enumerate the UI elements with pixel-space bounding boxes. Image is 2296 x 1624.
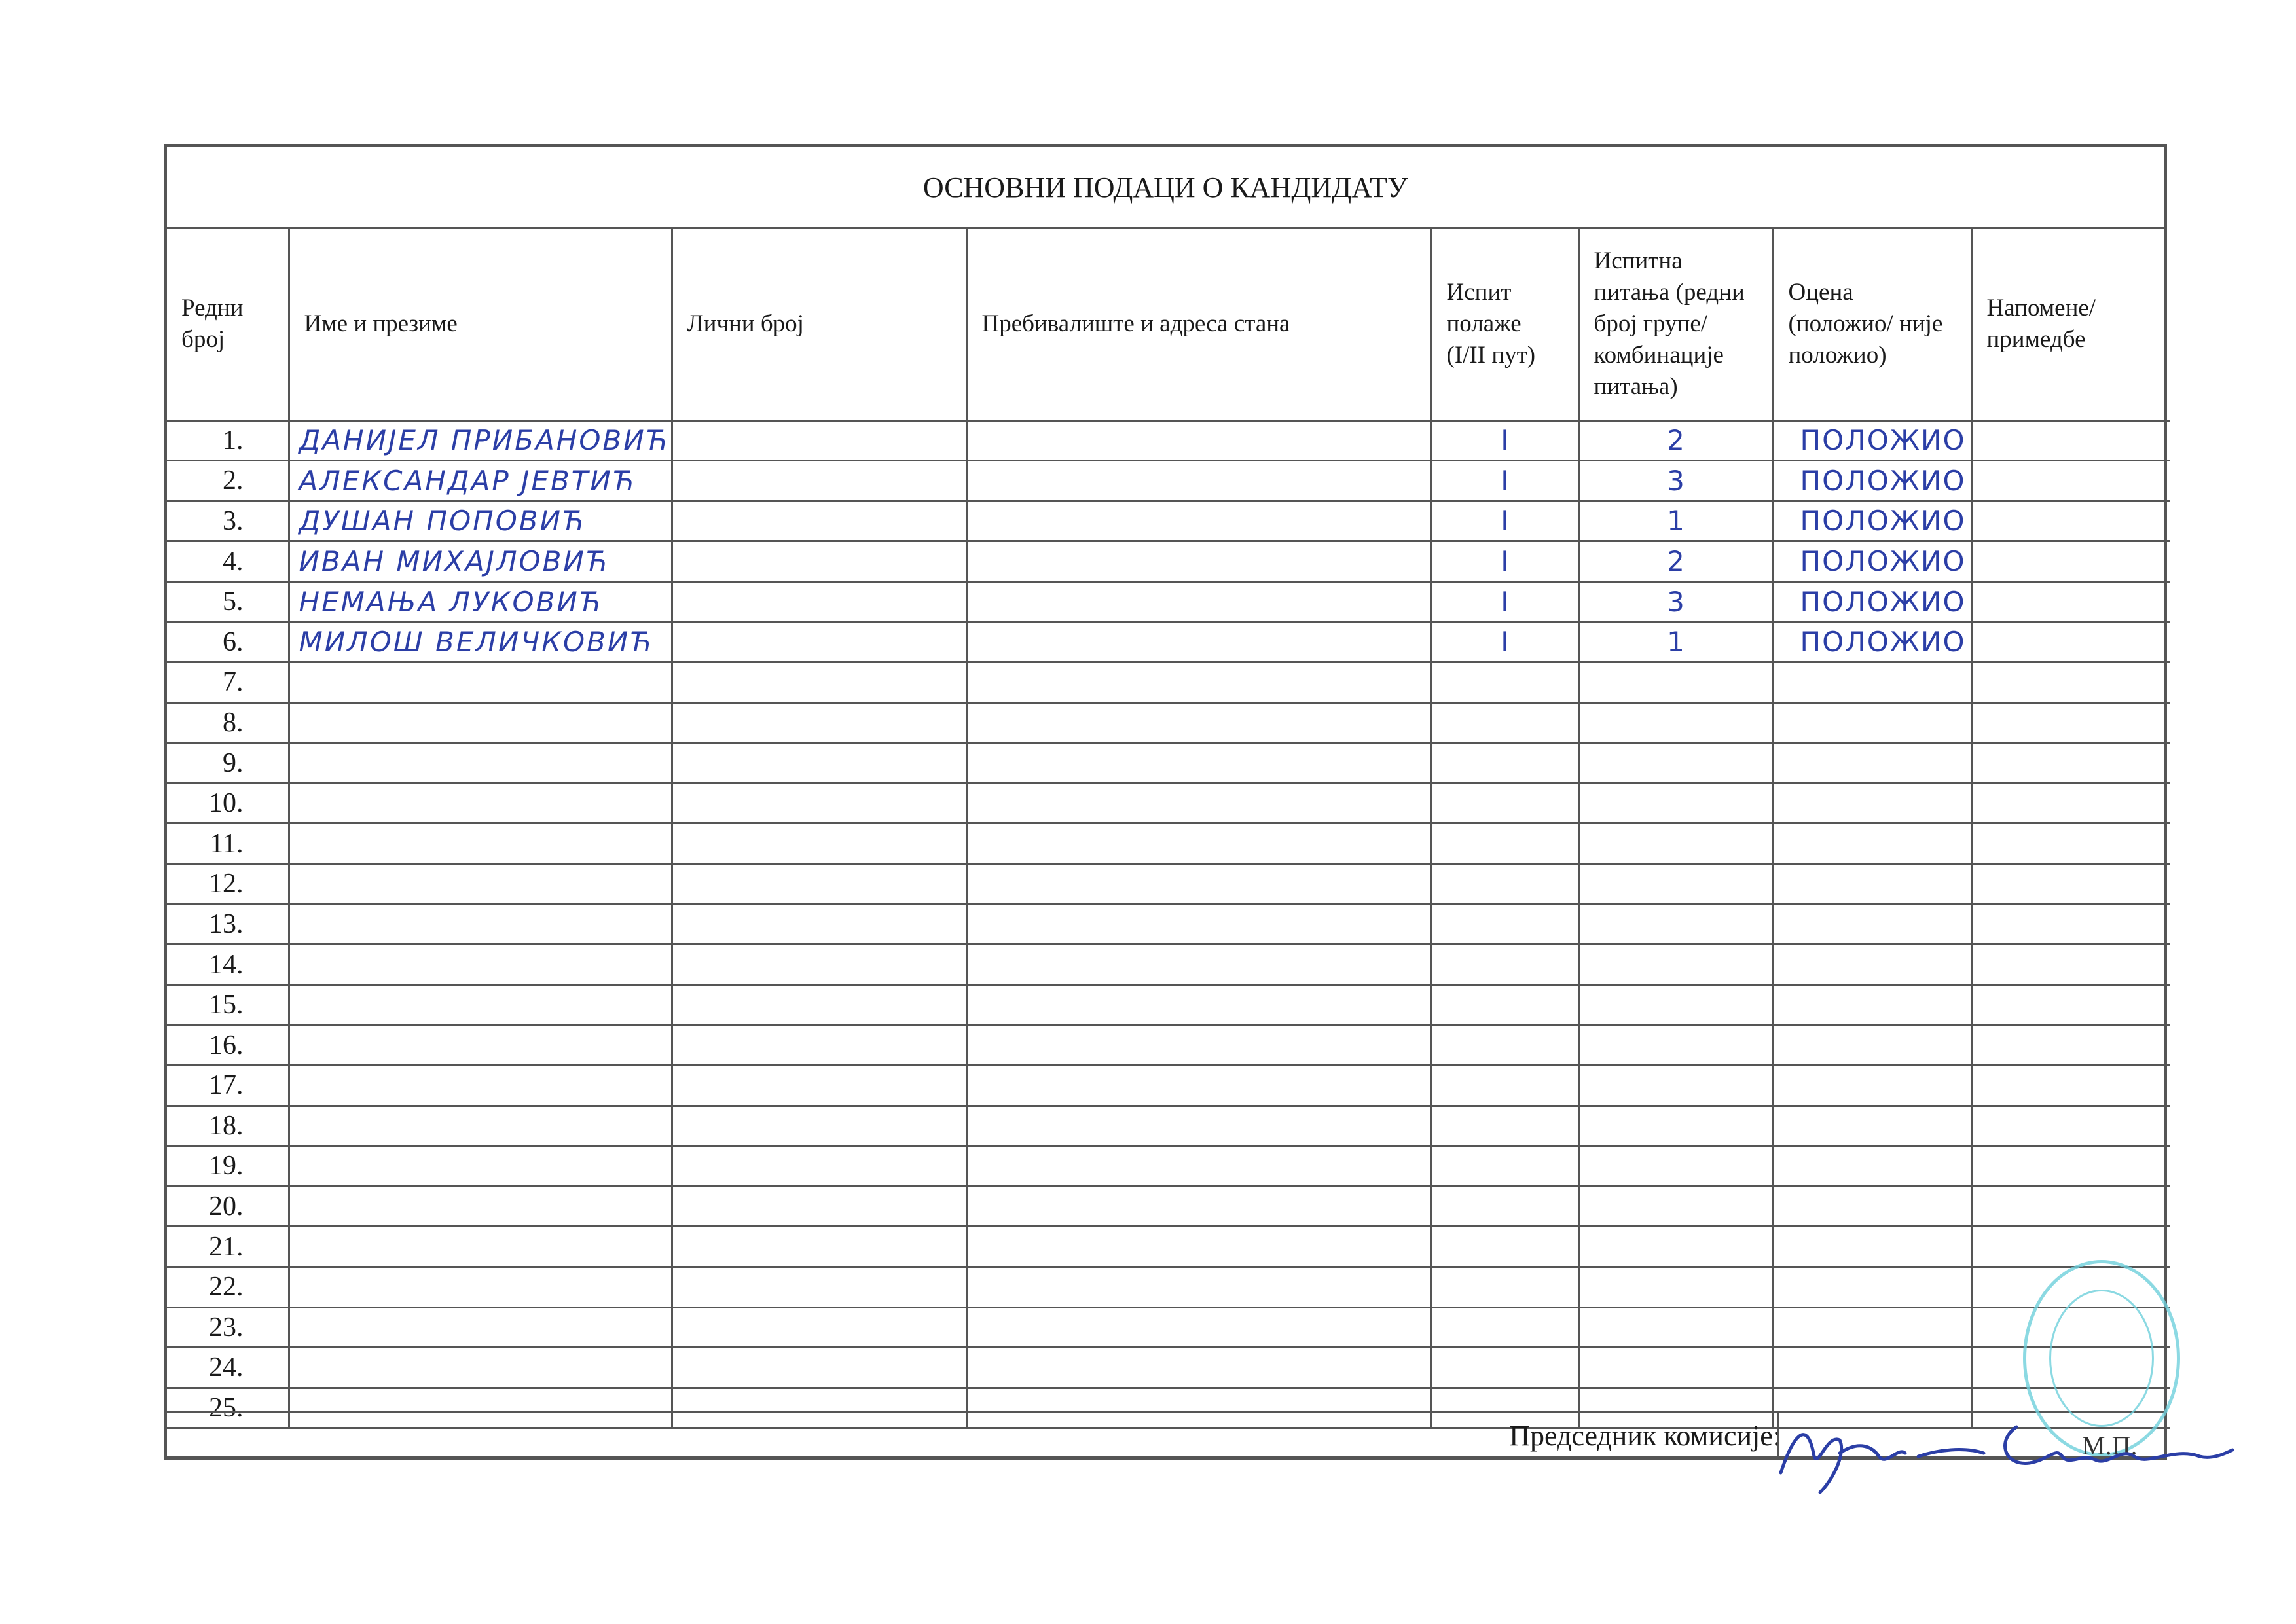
row-personal-id [672, 1227, 966, 1267]
row-ordinal: 6. [167, 622, 289, 662]
table-row [167, 945, 2170, 985]
row-name [289, 864, 672, 905]
row-remarks [1971, 904, 2170, 945]
row-name [289, 1025, 672, 1066]
row-name [289, 783, 672, 823]
row-questions: 3 [1578, 581, 1773, 622]
row-attempt: I [1431, 622, 1578, 662]
row-attempt [1431, 702, 1578, 743]
row-personal-id [672, 783, 966, 823]
row-grade [1773, 1307, 1971, 1348]
row-name: ИВАН МИХАЈЛОВИЋ [289, 541, 672, 582]
row-questions [1578, 662, 1773, 703]
row-questions [1578, 783, 1773, 823]
row-questions: 3 [1578, 461, 1773, 501]
row-address [966, 984, 1431, 1025]
col-header-grade: Оцена (положио/ није положио) [1773, 229, 1971, 420]
row-name [289, 945, 672, 985]
row-questions [1578, 945, 1773, 985]
table-row [167, 783, 2170, 823]
row-ordinal: 3. [167, 501, 289, 541]
row-remarks [1971, 662, 2170, 703]
row-questions [1578, 1307, 1773, 1348]
row-ordinal: 11. [167, 823, 289, 864]
row-address [966, 1146, 1431, 1187]
row-grade [1773, 984, 1971, 1025]
row-questions [1578, 984, 1773, 1025]
row-personal-id [672, 581, 966, 622]
col-header-questions: Испитна питања (редни број групе/ комбинације питања) [1578, 229, 1773, 420]
row-remarks [1971, 823, 2170, 864]
row-name [289, 1066, 672, 1106]
row-name [289, 662, 672, 703]
row-ordinal: 9. [167, 743, 289, 784]
row-address [966, 420, 1431, 461]
row-personal-id [672, 1307, 966, 1348]
row-personal-id [672, 1106, 966, 1146]
row-questions [1578, 904, 1773, 945]
row-address [966, 581, 1431, 622]
row-grade [1773, 702, 1971, 743]
row-address [966, 1307, 1431, 1348]
row-attempt: I [1431, 420, 1578, 461]
row-ordinal: 2. [167, 461, 289, 501]
row-personal-id [672, 1146, 966, 1187]
row-attempt [1431, 1267, 1578, 1307]
row-personal-id [672, 1025, 966, 1066]
row-grade [1773, 1267, 1971, 1307]
row-personal-id [672, 662, 966, 703]
table-row [167, 501, 2170, 541]
row-ordinal: 1. [167, 420, 289, 461]
row-grade [1773, 904, 1971, 945]
row-ordinal: 13. [167, 904, 289, 945]
col-header-address: Пребивалиште и адреса стана [966, 229, 1431, 420]
row-address [966, 945, 1431, 985]
row-ordinal: 12. [167, 864, 289, 905]
row-personal-id [672, 945, 966, 985]
row-questions: 2 [1578, 420, 1773, 461]
row-questions [1578, 1066, 1773, 1106]
row-personal-id [672, 823, 966, 864]
row-attempt [1431, 662, 1578, 703]
row-address [966, 1348, 1431, 1388]
col-header-attempt: Испит полаже (I/II пут) [1431, 229, 1578, 420]
row-ordinal: 21. [167, 1227, 289, 1267]
table-row [167, 984, 2170, 1025]
table-row [167, 1348, 2170, 1388]
row-remarks [1971, 1066, 2170, 1106]
row-questions [1578, 743, 1773, 784]
col-header-ordinal: Редни број [167, 229, 289, 420]
row-personal-id [672, 461, 966, 501]
row-address [966, 461, 1431, 501]
table-row [167, 662, 2170, 703]
row-attempt [1431, 1348, 1578, 1388]
table-row [167, 1106, 2170, 1146]
row-remarks [1971, 783, 2170, 823]
row-personal-id [672, 501, 966, 541]
table-row [167, 1227, 2170, 1267]
candidate-data-form [164, 144, 2167, 1460]
row-personal-id [672, 864, 966, 905]
row-attempt [1431, 1106, 1578, 1146]
row-ordinal: 4. [167, 541, 289, 582]
col-header-personal-id: Лични број [672, 229, 966, 420]
table-row [167, 1066, 2170, 1106]
stamp-mark: М.П. [2082, 1431, 2138, 1460]
row-attempt [1431, 1025, 1578, 1066]
row-attempt [1431, 1066, 1578, 1106]
row-remarks [1971, 420, 2170, 461]
row-ordinal: 15. [167, 984, 289, 1025]
row-address [966, 1025, 1431, 1066]
table-row [167, 420, 2170, 461]
row-questions [1578, 864, 1773, 905]
row-personal-id [672, 743, 966, 784]
row-remarks [1971, 945, 2170, 985]
row-address [966, 501, 1431, 541]
row-attempt [1431, 783, 1578, 823]
row-grade: ПОЛОЖИО [1773, 420, 1971, 461]
row-personal-id [672, 1186, 966, 1227]
row-address [966, 1066, 1431, 1106]
row-grade [1773, 1186, 1971, 1227]
row-ordinal: 17. [167, 1066, 289, 1106]
row-attempt: I [1431, 581, 1578, 622]
row-grade [1773, 1025, 1971, 1066]
table-row [167, 743, 2170, 784]
table-row [167, 864, 2170, 905]
row-remarks [1971, 743, 2170, 784]
row-grade [1773, 662, 1971, 703]
row-address [966, 904, 1431, 945]
row-grade [1773, 1066, 1971, 1106]
row-remarks [1971, 541, 2170, 582]
row-questions: 1 [1578, 501, 1773, 541]
row-grade [1773, 783, 1971, 823]
row-ordinal: 18. [167, 1106, 289, 1146]
row-attempt [1431, 1186, 1578, 1227]
row-attempt: I [1431, 461, 1578, 501]
row-questions [1578, 1348, 1773, 1388]
row-name [289, 1348, 672, 1388]
table-row [167, 1267, 2170, 1307]
row-address [966, 541, 1431, 582]
row-remarks [1971, 984, 2170, 1025]
row-personal-id [672, 622, 966, 662]
row-grade: ПОЛОЖИО [1773, 541, 1971, 582]
row-grade: ПОЛОЖИО [1773, 622, 1971, 662]
table-row [167, 622, 2170, 662]
row-remarks [1971, 1186, 2170, 1227]
table-row [167, 1307, 2170, 1348]
col-header-name: Име и презиме [289, 229, 672, 420]
row-name: НЕМАЊА ЛУКОВИЋ [289, 581, 672, 622]
row-name [289, 1186, 672, 1227]
row-remarks [1971, 1227, 2170, 1267]
row-remarks [1971, 581, 2170, 622]
row-name [289, 1106, 672, 1146]
row-name [289, 1307, 672, 1348]
row-address [966, 1106, 1431, 1146]
table-row [167, 461, 2170, 501]
row-questions: 1 [1578, 622, 1773, 662]
row-ordinal: 22. [167, 1267, 289, 1307]
row-grade: ПОЛОЖИО [1773, 461, 1971, 501]
row-questions [1578, 1146, 1773, 1187]
table-row [167, 1146, 2170, 1187]
row-ordinal: 5. [167, 581, 289, 622]
row-grade [1773, 1146, 1971, 1187]
row-address [966, 622, 1431, 662]
row-name: АЛЕКСАНДАР ЈЕВТИЋ [289, 461, 672, 501]
row-ordinal: 14. [167, 945, 289, 985]
chair-label: Председник комисије: [1509, 1420, 1781, 1452]
row-address [966, 864, 1431, 905]
row-attempt: I [1431, 501, 1578, 541]
row-address [966, 1227, 1431, 1267]
row-questions [1578, 1186, 1773, 1227]
row-attempt [1431, 864, 1578, 905]
row-attempt [1431, 904, 1578, 945]
table-row [167, 541, 2170, 582]
row-attempt [1431, 1227, 1578, 1267]
row-ordinal: 10. [167, 783, 289, 823]
row-remarks [1971, 702, 2170, 743]
row-grade: ПОЛОЖИО [1773, 501, 1971, 541]
row-name: МИЛОШ ВЕЛИЧКОВИЋ [289, 622, 672, 662]
row-name [289, 702, 672, 743]
row-personal-id [672, 984, 966, 1025]
row-personal-id [672, 541, 966, 582]
row-ordinal: 25. [167, 1388, 289, 1428]
row-address [966, 702, 1431, 743]
row-address [966, 1267, 1431, 1307]
row-personal-id [672, 420, 966, 461]
row-ordinal: 16. [167, 1025, 289, 1066]
row-personal-id [672, 1066, 966, 1106]
row-attempt [1431, 945, 1578, 985]
row-name [289, 823, 672, 864]
row-ordinal: 20. [167, 1186, 289, 1227]
row-questions [1578, 823, 1773, 864]
candidate-table [167, 229, 2170, 1429]
row-attempt [1431, 823, 1578, 864]
row-attempt: I [1431, 541, 1578, 582]
row-remarks [1971, 461, 2170, 501]
row-ordinal: 23. [167, 1307, 289, 1348]
row-grade [1773, 945, 1971, 985]
row-remarks [1971, 1025, 2170, 1066]
table-row [167, 702, 2170, 743]
row-questions [1578, 702, 1773, 743]
row-personal-id [672, 1267, 966, 1307]
row-grade [1773, 743, 1971, 784]
row-ordinal: 19. [167, 1146, 289, 1187]
row-questions [1578, 1267, 1773, 1307]
table-row [167, 904, 2170, 945]
row-attempt [1431, 1307, 1578, 1348]
form-title: ОСНОВНИ ПОДАЦИ О КАНДИДАТУ [167, 147, 2164, 229]
row-attempt [1431, 1146, 1578, 1187]
row-name [289, 984, 672, 1025]
row-questions: 2 [1578, 541, 1773, 582]
row-ordinal: 24. [167, 1348, 289, 1388]
row-grade [1773, 1227, 1971, 1267]
row-questions [1578, 1227, 1773, 1267]
row-address [966, 823, 1431, 864]
row-personal-id [672, 904, 966, 945]
row-ordinal: 8. [167, 702, 289, 743]
row-grade [1773, 823, 1971, 864]
row-name: ДУШАН ПОПОВИЋ [289, 501, 672, 541]
row-name: ДАНИЈЕЛ ПРИБАНОВИЋ [289, 420, 672, 461]
row-remarks [1971, 501, 2170, 541]
table-row [167, 581, 2170, 622]
table-row [167, 1025, 2170, 1066]
row-grade: ПОЛОЖИО [1773, 581, 1971, 622]
row-attempt [1431, 984, 1578, 1025]
row-personal-id [672, 702, 966, 743]
table-row [167, 823, 2170, 864]
row-name [289, 1146, 672, 1187]
row-ordinal: 7. [167, 662, 289, 703]
row-questions [1578, 1106, 1773, 1146]
row-remarks [1971, 1146, 2170, 1187]
row-attempt [1431, 743, 1578, 784]
row-name [289, 904, 672, 945]
table-row [167, 1186, 2170, 1227]
col-header-remarks: Напомене/ примедбе [1971, 229, 2170, 420]
row-address [966, 662, 1431, 703]
row-remarks [1971, 864, 2170, 905]
row-address [966, 1186, 1431, 1227]
row-grade [1773, 864, 1971, 905]
row-remarks [1971, 622, 2170, 662]
row-personal-id [672, 1348, 966, 1388]
signature-icon [1768, 1394, 2239, 1506]
row-name [289, 1227, 672, 1267]
row-name [289, 743, 672, 784]
row-grade [1773, 1348, 1971, 1388]
row-questions [1578, 1025, 1773, 1066]
row-address [966, 783, 1431, 823]
row-address [966, 743, 1431, 784]
row-remarks [1971, 1106, 2170, 1146]
row-grade [1773, 1106, 1971, 1146]
table-header-row [167, 229, 2170, 420]
row-name [289, 1267, 672, 1307]
